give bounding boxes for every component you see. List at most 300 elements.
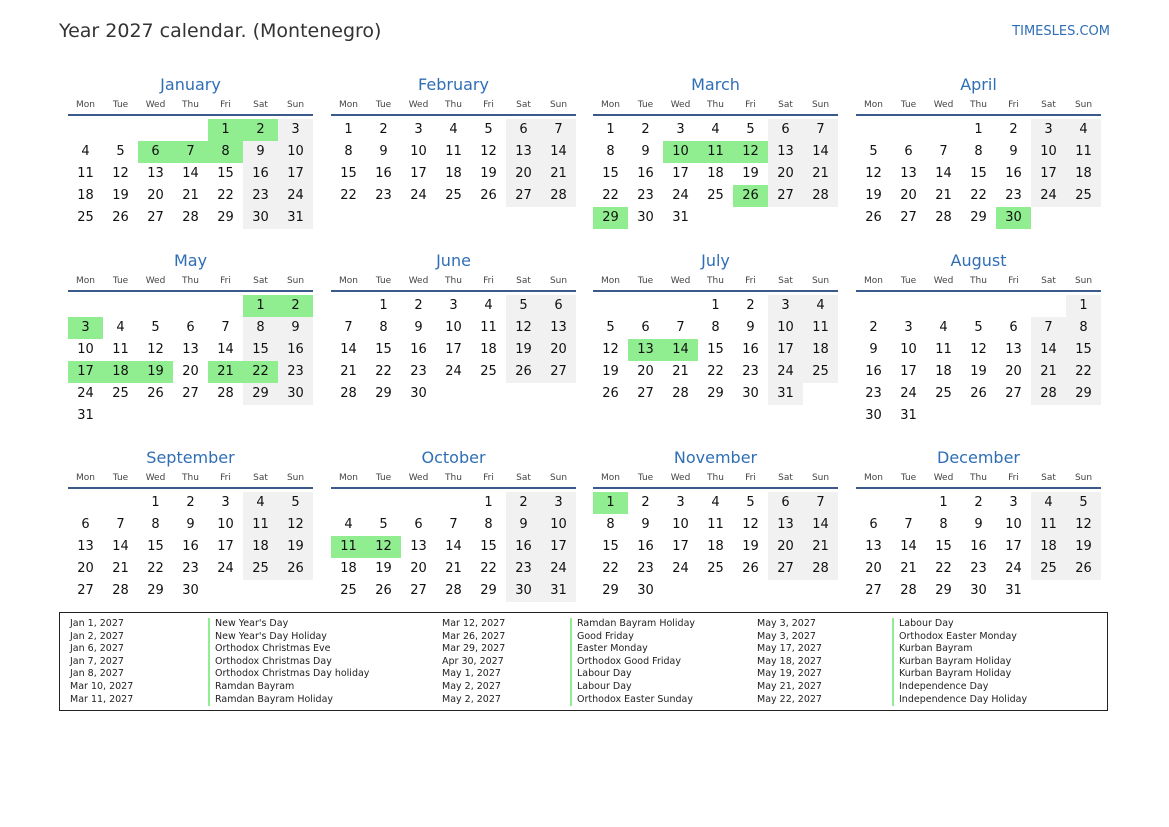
weekday-label: Wed [145,276,166,286]
holiday-date: Mar 11, 2027 [70,693,134,705]
day-cell: 12 [602,342,619,357]
month-name: October [421,448,486,467]
day-cell: 24 [445,364,462,379]
day-cell: 4 [1031,492,1066,514]
day-cell: 25 [340,583,357,598]
day-cell: 3 [541,492,576,514]
day-cell: 26 [278,558,313,580]
day-cell: 22 [1066,361,1101,383]
weekday-label: Fri [1008,276,1019,286]
month-name: March [691,75,740,94]
weekday-label: Fri [483,473,494,483]
day-cell: 2 [746,298,755,313]
day-cell: 14 [803,141,838,163]
day-cell: 23 [278,361,313,383]
day-cell: 17 [410,166,427,181]
day-cell: 8 [939,517,948,532]
day-cell: 11 [445,144,462,159]
day-cell: 15 [1066,339,1101,361]
day-cell: 27 [900,210,917,225]
day-grid [593,292,838,406]
day-cell: 14 [340,342,357,357]
day-cell: 11 [1031,514,1066,536]
day-cell: 20 [900,188,917,203]
day-cell: 31 [1005,583,1022,598]
day-cell: 18 [340,561,357,576]
day-cell: 26 [1066,558,1101,580]
weekday-label: Sat [516,276,531,286]
weekday-label: Sun [1074,473,1093,483]
day-cell: 30 [243,207,278,229]
month-name: May [173,251,208,270]
weekday-label: Thu [707,473,724,483]
month-july [593,250,838,406]
weekday-label: Mon [601,473,620,483]
weekday-label: Wed [670,473,691,483]
day-cell: 27 [182,386,199,401]
day-cell: 2 [414,298,423,313]
day-cell: 15 [707,342,724,357]
day-cell: 21 [112,561,129,576]
day-cell: 31 [672,210,689,225]
holiday-date: Mar 26, 2027 [442,630,506,642]
day-cell: 6 [541,295,576,317]
day-cell: 6 [768,492,803,514]
day-cell: 12 [278,514,313,536]
day-cell: 5 [606,320,615,335]
weekday-label: Tue [900,276,917,286]
day-cell: 12 [865,166,882,181]
day-cell: 27 [1005,386,1022,401]
holiday-day-cell: 26 [733,185,768,207]
day-cell: 30 [278,383,313,405]
day-cell: 25 [803,361,838,383]
day-grid [856,489,1101,603]
day-cell: 28 [217,386,234,401]
day-cell: 22 [602,561,619,576]
day-cell: 24 [410,188,427,203]
weekday-label: Mon [76,100,95,110]
holiday-date: May 2, 2027 [442,693,501,705]
day-cell: 5 [484,122,493,137]
day-cell: 17 [278,163,313,185]
weekday-header [593,96,838,116]
day-cell: 27 [768,185,803,207]
day-cell: 10 [1031,141,1066,163]
day-cell: 29 [217,210,234,225]
month-name: July [701,251,730,270]
holiday-date: May 18, 2027 [757,655,822,667]
day-cell: 11 [803,317,838,339]
day-cell: 24 [541,558,576,580]
day-cell: 18 [707,539,724,554]
day-cell: 17 [1005,539,1022,554]
day-cell: 8 [711,320,720,335]
holiday-legend [59,612,1108,711]
day-cell: 3 [676,495,685,510]
day-cell: 11 [480,320,497,335]
holiday-day-cell: 30 [996,207,1031,229]
weekday-label: Thu [970,276,987,286]
day-grid [593,489,838,603]
page-title: Year 2027 calendar. (Montenegro) [59,20,382,42]
weekday-label: Sun [549,276,568,286]
day-cell: 13 [865,539,882,554]
day-cell: 13 [768,141,803,163]
day-cell: 4 [1066,119,1101,141]
day-cell: 29 [602,583,619,598]
weekday-label: Sun [1074,100,1093,110]
weekday-label: Sat [1041,276,1056,286]
day-cell: 20 [768,163,803,185]
holiday-day-cell: 17 [68,361,103,383]
holiday-day-cell: 6 [138,141,173,163]
day-cell: 18 [243,536,278,558]
day-cell: 26 [375,583,392,598]
day-cell: 4 [803,295,838,317]
holiday-name: Labour Day [570,668,695,681]
legend-date-column [757,618,822,706]
day-cell: 28 [900,583,917,598]
month-october [331,447,576,603]
weekday-header [856,96,1101,116]
weekday-header [68,469,313,489]
holiday-day-cell: 2 [243,119,278,141]
day-cell: 15 [970,166,987,181]
day-cell: 9 [186,517,195,532]
holiday-day-cell: 1 [593,492,628,514]
day-cell: 3 [449,298,458,313]
day-cell: 11 [935,342,952,357]
day-cell: 12 [112,166,129,181]
holiday-date: May 1, 2027 [442,668,501,680]
day-grid [331,292,576,406]
legend-name-column [208,618,369,706]
weekday-label: Mon [76,473,95,483]
day-cell: 8 [151,517,160,532]
weekday-label: Sat [516,473,531,483]
day-cell: 19 [865,188,882,203]
weekday-label: Fri [220,276,231,286]
day-cell: 26 [865,210,882,225]
day-cell: 16 [637,539,654,554]
day-cell: 9 [746,320,755,335]
day-cell: 12 [970,342,987,357]
day-cell: 8 [1066,317,1101,339]
day-cell: 26 [147,386,164,401]
day-cell: 3 [1009,495,1018,510]
day-cell: 3 [414,122,423,137]
day-cell: 18 [1031,536,1066,558]
day-cell: 13 [182,342,199,357]
day-cell: 13 [77,539,94,554]
day-cell: 13 [410,539,427,554]
day-cell: 25 [1031,558,1066,580]
month-november [593,447,838,603]
day-cell: 23 [637,188,654,203]
day-cell: 12 [147,342,164,357]
weekday-header [331,272,576,292]
weekday-label: Wed [670,100,691,110]
weekday-header [856,469,1101,489]
day-cell: 1 [606,122,615,137]
day-grid [68,489,313,603]
day-cell: 28 [672,386,689,401]
day-cell: 16 [410,342,427,357]
day-cell: 9 [974,517,983,532]
holiday-day-cell: 19 [138,361,173,383]
holiday-day-cell: 22 [243,361,278,383]
day-cell: 26 [506,361,541,383]
weekday-label: Fri [745,100,756,110]
day-grid [331,116,576,208]
day-cell: 23 [970,561,987,576]
day-cell: 14 [803,514,838,536]
holiday-day-cell: 12 [366,536,401,558]
day-cell: 13 [900,166,917,181]
holiday-name: Orthodox Good Friday [570,656,695,669]
weekday-label: Wed [933,100,954,110]
day-cell: 11 [112,342,129,357]
day-cell: 5 [278,492,313,514]
month-name: December [937,448,1020,467]
day-cell: 11 [77,166,94,181]
day-cell: 23 [182,561,199,576]
day-cell: 9 [243,141,278,163]
day-cell: 4 [81,144,90,159]
weekday-label: Fri [1008,473,1019,483]
day-cell: 18 [803,339,838,361]
day-cell: 1 [974,122,983,137]
day-cell: 16 [506,536,541,558]
holiday-date: Mar 10, 2027 [70,680,134,692]
day-cell: 17 [217,539,234,554]
day-cell: 12 [506,317,541,339]
day-cell: 5 [1066,492,1101,514]
day-cell: 27 [768,558,803,580]
day-cell: 10 [445,320,462,335]
day-cell: 5 [869,144,878,159]
holiday-day-cell: 7 [173,141,208,163]
day-cell: 27 [865,583,882,598]
weekday-label: Sat [253,276,268,286]
day-cell: 28 [112,583,129,598]
day-cell: 7 [116,517,125,532]
holiday-day-cell: 10 [663,141,698,163]
weekday-label: Wed [933,276,954,286]
day-cell: 16 [970,539,987,554]
day-cell: 15 [602,539,619,554]
day-cell: 17 [541,536,576,558]
month-september [68,447,313,603]
day-cell: 6 [869,517,878,532]
weekday-label: Thu [445,100,462,110]
weekday-label: Sun [286,276,305,286]
holiday-name: New Year's Day Holiday [208,631,369,644]
brand-link[interactable]: TIMESLES.COM [1012,24,1110,39]
day-cell: 14 [900,539,917,554]
holiday-day-cell: 1 [208,119,243,141]
weekday-label: Sun [549,473,568,483]
holiday-date: Jan 2, 2027 [70,630,124,642]
holiday-date: Jan 8, 2027 [70,668,124,680]
legend-name-column [892,618,1027,706]
day-cell: 17 [1031,163,1066,185]
holiday-name: Ramdan Bayram Holiday [208,694,369,707]
day-cell: 21 [803,536,838,558]
holiday-name: Ramdan Bayram Holiday [570,618,695,631]
day-cell: 10 [768,317,803,339]
day-cell: 4 [711,122,720,137]
day-cell: 18 [77,188,94,203]
day-cell: 1 [939,495,948,510]
day-cell: 3 [1031,119,1066,141]
day-cell: 22 [602,188,619,203]
day-cell: 3 [221,495,230,510]
day-cell: 6 [768,119,803,141]
weekday-label: Mon [601,100,620,110]
day-cell: 28 [803,558,838,580]
day-cell: 2 [379,122,388,137]
day-cell: 29 [480,583,497,598]
weekday-label: Thu [182,473,199,483]
day-cell: 7 [1031,317,1066,339]
day-cell: 19 [742,539,759,554]
day-cell: 18 [935,364,952,379]
month-june [331,250,576,406]
day-cell: 28 [1031,383,1066,405]
weekday-label: Tue [900,100,917,110]
weekday-label: Mon [864,473,883,483]
day-cell: 21 [672,364,689,379]
weekday-label: Thu [707,100,724,110]
day-cell: 22 [375,364,392,379]
weekday-label: Mon [339,473,358,483]
weekday-label: Tue [112,276,129,286]
holiday-date: May 17, 2027 [757,643,822,655]
weekday-label: Wed [408,100,429,110]
day-cell: 4 [116,320,125,335]
weekday-label: Sat [253,100,268,110]
weekday-label: Tue [637,276,654,286]
weekday-label: Tue [637,473,654,483]
day-cell: 4 [484,298,493,313]
weekday-label: Thu [182,100,199,110]
weekday-label: Sun [1074,276,1093,286]
day-cell: 26 [480,188,497,203]
day-cell: 22 [480,561,497,576]
holiday-day-cell: 13 [628,339,663,361]
holiday-name: Kurban Bayram [892,643,1027,656]
holiday-name: Kurban Bayram Holiday [892,668,1027,681]
weekday-label: Sat [778,276,793,286]
day-cell: 6 [1009,320,1018,335]
day-cell: 9 [506,514,541,536]
day-cell: 29 [970,210,987,225]
day-grid [593,116,838,230]
day-cell: 28 [340,386,357,401]
day-cell: 13 [768,514,803,536]
holiday-date: Mar 12, 2027 [442,618,506,629]
day-cell: 22 [147,561,164,576]
day-cell: 10 [1005,517,1022,532]
weekday-label: Fri [745,473,756,483]
holiday-date: Jan 6, 2027 [70,643,124,655]
holiday-name: Independence Day Holiday [892,694,1027,707]
day-cell: 13 [147,166,164,181]
day-cell: 4 [939,320,948,335]
day-cell: 27 [147,210,164,225]
day-cell: 14 [182,166,199,181]
day-cell: 29 [147,583,164,598]
day-cell: 1 [484,495,493,510]
day-cell: 19 [112,188,129,203]
day-cell: 17 [672,539,689,554]
day-cell: 2 [641,495,650,510]
day-cell: 14 [112,539,129,554]
day-cell: 1 [1066,295,1101,317]
day-cell: 5 [974,320,983,335]
day-cell: 26 [602,386,619,401]
holiday-day-cell: 18 [103,361,138,383]
day-cell: 6 [186,320,195,335]
holiday-name: Kurban Bayram Holiday [892,656,1027,669]
day-cell: 10 [672,517,689,532]
day-grid [331,489,576,603]
day-cell: 15 [340,166,357,181]
weekday-label: Mon [864,100,883,110]
holiday-name: Ramdan Bayram [208,681,369,694]
day-cell: 11 [243,514,278,536]
holiday-name: Orthodox Easter Sunday [570,694,695,707]
holiday-day-cell: 2 [278,295,313,317]
month-name: August [950,251,1007,270]
weekday-label: Sat [1041,473,1056,483]
day-cell: 22 [970,188,987,203]
month-may [68,250,313,428]
day-cell: 20 [410,561,427,576]
weekday-label: Thu [707,276,724,286]
day-cell: 4 [243,492,278,514]
holiday-name: Independence Day [892,681,1027,694]
day-cell: 7 [344,320,353,335]
weekday-header [68,96,313,116]
day-cell: 7 [221,320,230,335]
holiday-date: May 19, 2027 [757,668,822,680]
holiday-day-cell: 21 [208,361,243,383]
day-cell: 25 [112,386,129,401]
month-august [856,250,1101,428]
holiday-date: May 22, 2027 [757,693,822,705]
day-cell: 30 [637,210,654,225]
day-cell: 23 [1005,188,1022,203]
day-cell: 7 [904,517,913,532]
month-january [68,74,313,230]
day-cell: 16 [375,166,392,181]
day-cell: 23 [375,188,392,203]
holiday-date: Mar 29, 2027 [442,643,506,655]
month-name: January [160,75,221,94]
day-cell: 27 [77,583,94,598]
day-cell: 8 [243,317,278,339]
day-cell: 27 [410,583,427,598]
day-cell: 15 [375,342,392,357]
month-name: June [436,251,471,270]
day-cell: 21 [803,163,838,185]
day-cell: 25 [935,386,952,401]
day-cell: 9 [414,320,423,335]
weekday-label: Tue [375,100,392,110]
